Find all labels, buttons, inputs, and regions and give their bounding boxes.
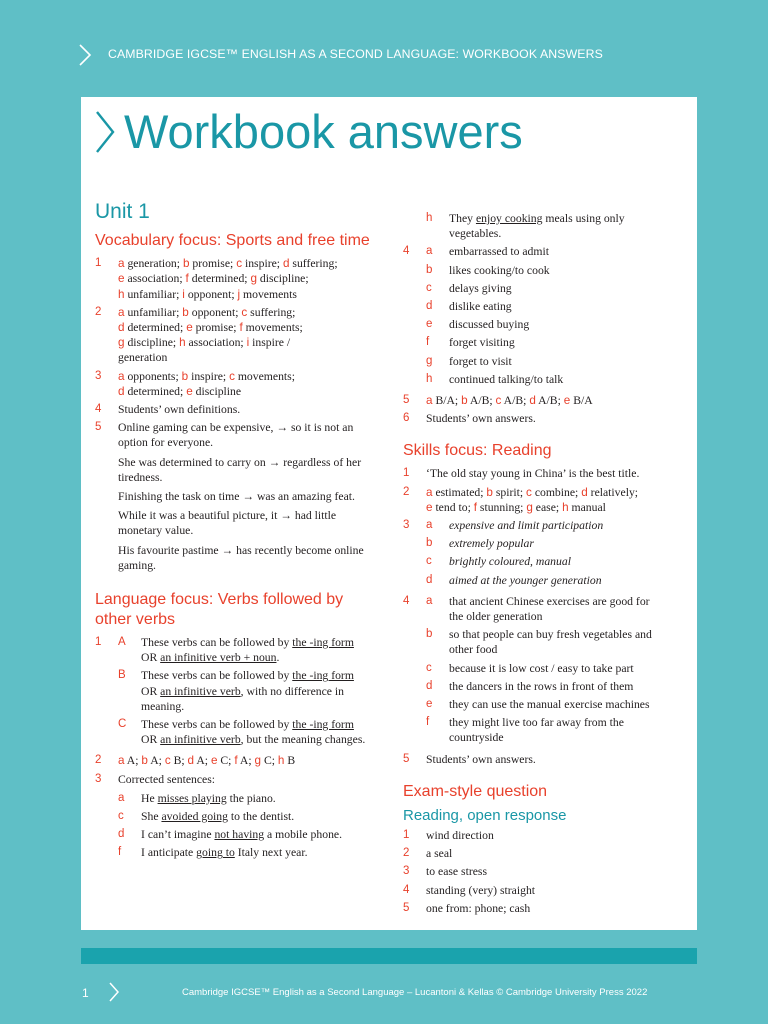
vocab-heading: Vocabulary focus: Sports and free time <box>95 232 370 250</box>
right-q6: 6 Students’ own answers. <box>403 412 536 426</box>
right-q5: 5 a B/A; b A/B; c A/B; d A/B; e B/A <box>403 394 593 408</box>
list-item: 4 standing (very) straight <box>403 883 536 897</box>
skills-q4: 4 a that ancient Chinese exercises are good for the older generation b so that people can buy fresh vegetables and other food c because it is low cost / easy to take part d the dancers in the rows in front of them e they can use the manual exercise machines f they might live too far away from the countryside <box>403 594 693 749</box>
lang-q2: 2 a A; b A; c B; d A; e C; f A; g C; h B <box>95 754 296 768</box>
vocab-q5-line: She was determined to carry on → regardless of her tiredness. <box>118 455 362 484</box>
list-item: d the dancers in the rows in front of them <box>426 679 634 693</box>
right-q4: 4 a embarrassed to admit b likes cooking/to cook c delays giving d dislike eating e discussed buying f forget visiting g forget to visit h continued talking/to talk <box>403 245 564 386</box>
vocab-q2: 2 a unfamiliar; b opponent; c suffering; d determined; e promise; f movements; g discipline; h association; i inspire / generation <box>95 305 303 365</box>
lang-q3-c: c She avoided going to the dentist. <box>118 809 295 823</box>
list-item: 2 a seal <box>403 847 453 861</box>
vocab-q5: 5 Online gaming can be expensive, → so it is not an option for everyone. She was determined to carry on → regardless of her tiredness. Finishing the task on time → was an amazing feat. While it was a beautiful picture, it → had little monetary value. His favourite pastime → has recently become online gaming. <box>95 420 395 577</box>
right-h: h They enjoy cooking meals using only vegetables. <box>426 212 625 241</box>
lang-q1-A: A These verbs can be followed by the -ing form OR an infinitive verb + noun. <box>118 635 354 665</box>
chevron-right-icon <box>94 110 116 154</box>
vocab-q5-line: While it was a beautiful picture, it → had little monetary value. <box>118 509 337 538</box>
skills-heading: Skills focus: Reading <box>403 442 552 460</box>
lang-q1-B: B These verbs can be followed by the -ing form OR an infinitive verb, with no difference in meaning. <box>118 669 354 713</box>
vocab-q5-line: Online gaming can be expensive, → so it is not an option for everyone. <box>118 421 354 450</box>
list-item: c delays giving <box>426 281 512 295</box>
list-item: b so that people can buy fresh vegetables and other food <box>426 628 652 657</box>
vocab-q5-line: Finishing the task on time → was an amazing feat. <box>118 489 355 503</box>
lang-q3: 3 Corrected sentences: a He misses playing the piano. c She avoided going to the dentist. d I can’t imagine not having a mobile phone. f I anticipate going to Italy next year. <box>95 772 395 864</box>
list-item: 1 wind direction <box>403 828 494 842</box>
page-number: 1 <box>82 986 89 1000</box>
list-item: a that ancient Chinese exercises are good for the older generation <box>426 594 650 624</box>
list-item: b likes cooking/to cook <box>426 263 550 277</box>
list-item: f they might live too far away from the countryside <box>426 716 624 745</box>
list-item: e discussed buying <box>426 318 530 332</box>
left-column <box>95 200 395 867</box>
skills-q5: 5 Students’ own answers. <box>403 752 536 766</box>
lang-q1-C: C These verbs can be followed by the -ing form OR an infinitive verb, but the meaning changes. <box>118 717 366 747</box>
unit-heading: Unit 1 <box>95 200 150 223</box>
list-item: f forget visiting <box>426 336 515 350</box>
list-item: c because it is low cost / easy to take part <box>426 661 634 675</box>
lang-q1: 1 A These verbs can be followed by the -ing form OR an infinitive verb + noun. B These verbs can be followed by the -ing form OR an infinitive verb, with no difference in meaning. C These verbs can be followed by the -ing form OR an infinitive verb, but the meaning changes. <box>95 635 366 747</box>
list-item: 5 one from: phone; cash <box>403 901 531 915</box>
page-title <box>94 105 523 158</box>
list-item: e they can use the manual exercise machines <box>426 698 650 712</box>
page-title-text: Workbook answers <box>124 105 523 158</box>
vocab-q1: 1 a generation; b promise; c inspire; d suffering; e association; f determined; g discipline; h unfamiliar; i opponent; j movements <box>95 257 338 301</box>
list-item: h continued talking/to talk <box>426 372 564 386</box>
lang-q3-a: a He misses playing the piano. <box>118 791 276 805</box>
list-item: c brightly coloured, manual <box>426 555 571 569</box>
chevron-right-icon <box>108 982 120 1002</box>
right-column <box>403 211 693 919</box>
header-title: CAMBRIDGE IGCSE™ ENGLISH AS A SECOND LANGUAGE: WORKBOOK ANSWERS <box>108 47 603 61</box>
vocab-q3: 3 a opponents; b inspire; c movements; d determined; e discipline <box>95 369 295 398</box>
skills-q1: 1 ‘The old stay young in China’ is the best title. <box>403 467 640 481</box>
lang-q3-d: d I can’t imagine not having a mobile phone. <box>118 828 343 842</box>
exam-heading: Exam-style question <box>403 782 548 800</box>
chevron-right-icon <box>78 44 92 66</box>
lang-q3-f: f I anticipate going to Italy next year. <box>118 846 308 860</box>
exam-subheading: Reading, open response <box>403 806 567 824</box>
vocab-q4: 4 Students’ own definitions. <box>95 402 241 416</box>
lang-heading: Language focus: Verbs followed by other verbs <box>95 590 344 628</box>
list-item: a embarrassed to admit <box>426 245 549 259</box>
list-item: a expensive and limit participation <box>426 519 604 533</box>
list-item: g forget to visit <box>426 354 512 368</box>
skills-q3: 3 a expensive and limit participation b extremely popular c brightly coloured, manual d aimed at the younger generation <box>403 519 604 587</box>
list-item: d dislike eating <box>426 300 512 314</box>
footer-band <box>81 948 697 964</box>
list-item: b extremely popular <box>426 537 534 551</box>
footer-copyright: Cambridge IGCSE™ English as a Second Language – Lucantoni & Kellas © Cambridge University Press 2022 <box>182 987 648 998</box>
skills-q2: 2 a estimated; b spirit; c combine; d relatively; e tend to; f stunning; g ease; h manual <box>403 485 639 514</box>
vocab-q5-line: His favourite pastime → has recently become online gaming. <box>118 543 364 572</box>
list-item: 3 to ease stress <box>403 865 488 879</box>
list-item: d aimed at the younger generation <box>426 573 602 587</box>
